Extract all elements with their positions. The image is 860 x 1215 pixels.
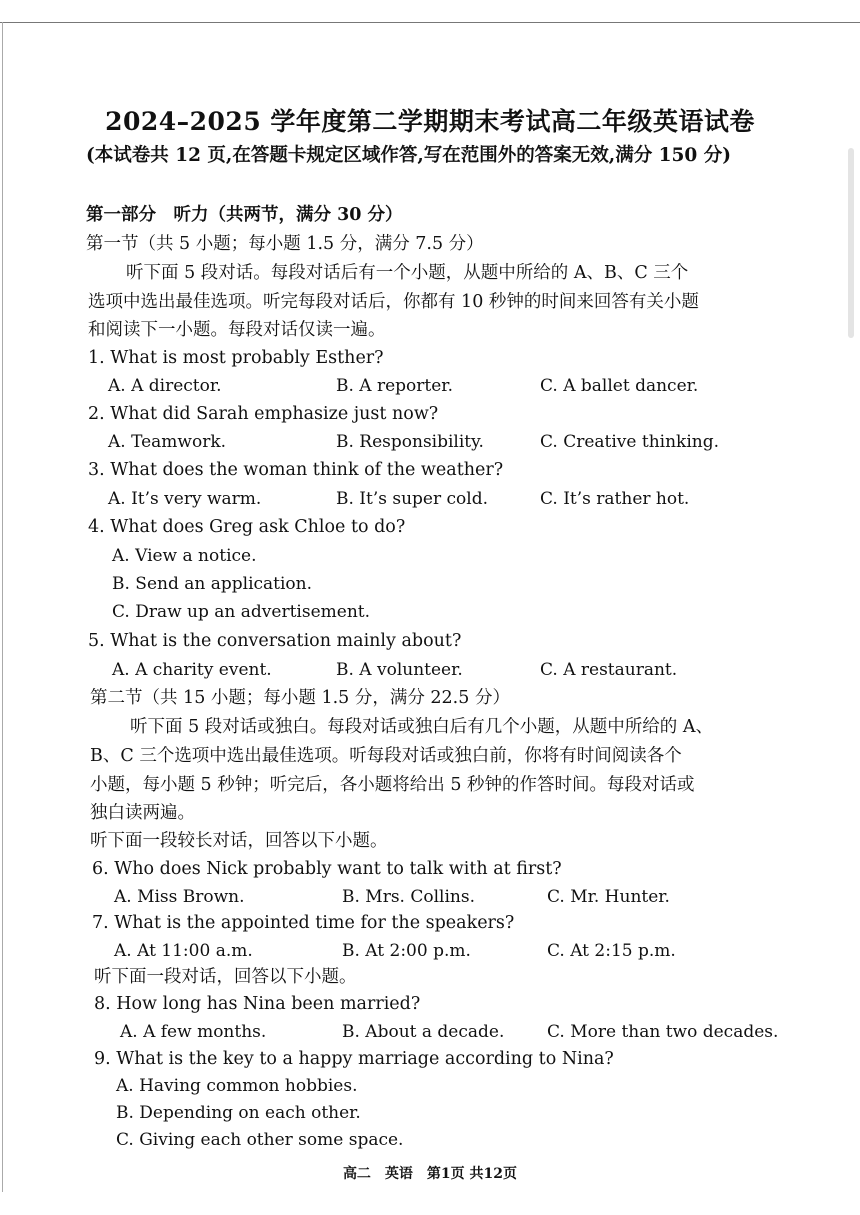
section2-heading: 第二节（共 15 小题；每小题 1.5 分，满分 22.5 分） bbox=[90, 688, 510, 708]
exam-title: 2024–2025 学年度第二学期期末考试高二年级英语试卷 bbox=[105, 107, 755, 136]
question-6: 6. Who does Nick probably want to talk with at first? bbox=[92, 859, 562, 879]
question-9-option-c: C. Giving each other some space. bbox=[116, 1130, 404, 1150]
question-9: 9. What is the key to a happy marriage according to Nina? bbox=[94, 1049, 614, 1069]
exam-subtitle: (本试卷共 12 页,在答题卡规定区域作答,写在范围外的答案无效,满分 150 分) bbox=[86, 145, 731, 166]
question-1-option-a: A. A director. bbox=[108, 376, 222, 396]
question-9-option-b: B. Depending on each other. bbox=[116, 1103, 361, 1123]
scan-shadow bbox=[848, 148, 854, 338]
question-8: 8. How long has Nina been married? bbox=[94, 994, 421, 1014]
section1-heading: 第一节（共 5 小题；每小题 1.5 分，满分 7.5 分） bbox=[86, 234, 484, 254]
section2-instruction-line: 听下面 5 段对话或独白。每段对话或独白后有几个小题，从题中所给的 A、 bbox=[130, 717, 713, 737]
question-5-option-b: B. A volunteer. bbox=[336, 660, 463, 680]
question-8-option-c: C. More than two decades. bbox=[547, 1022, 779, 1042]
question-5-option-c: C. A restaurant. bbox=[540, 660, 678, 680]
question-5-option-a: A. A charity event. bbox=[112, 660, 272, 680]
question-1-option-c: C. A ballet dancer. bbox=[540, 376, 699, 396]
section1-instruction-line: 听下面 5 段对话。每段对话后有一个小题，从题中所给的 A、B、C 三个 bbox=[126, 263, 689, 283]
part1-heading: 第一部分 听力（共两节，满分 30 分） bbox=[86, 205, 403, 225]
question-3-option-b: B. It’s super cold. bbox=[336, 489, 489, 509]
question-2: 2. What did Sarah emphasize just now? bbox=[88, 404, 439, 424]
listening-prompt: 听下面一段对话，回答以下小题。 bbox=[94, 967, 357, 987]
page-left-border bbox=[2, 22, 3, 1192]
question-1: 1. What is most probably Esther? bbox=[88, 348, 384, 368]
listening-prompt: 听下面一段较长对话，回答以下小题。 bbox=[90, 831, 388, 851]
question-3-option-a: A. It’s very warm. bbox=[108, 489, 262, 509]
question-6-option-a: A. Miss Brown. bbox=[114, 887, 245, 907]
question-2-option-c: C. Creative thinking. bbox=[540, 432, 720, 452]
question-7-option-c: C. At 2:15 p.m. bbox=[547, 941, 676, 961]
question-3: 3. What does the woman think of the weather? bbox=[88, 460, 504, 480]
section1-instruction-line: 和阅读下一小题。每段对话仅读一遍。 bbox=[88, 320, 386, 340]
section1-instruction-line: 选项中选出最佳选项。听完每段对话后，你都有 10 秒钟的时间来回答有关小题 bbox=[88, 292, 699, 312]
question-4-option-c: C. Draw up an advertisement. bbox=[112, 602, 371, 622]
section2-instruction-line: 独白读两遍。 bbox=[90, 803, 195, 823]
question-1-option-b: B. A reporter. bbox=[336, 376, 453, 396]
question-2-option-a: A. Teamwork. bbox=[108, 432, 227, 452]
section2-instruction-line: B、C 三个选项中选出最佳选项。听每段对话或独白前，你将有时间阅读各个 bbox=[90, 746, 682, 766]
question-6-option-b: B. Mrs. Collins. bbox=[342, 887, 475, 907]
page-footer: 高二 英语 第1页 共12页 bbox=[342, 1166, 518, 1182]
question-8-option-a: A. A few months. bbox=[120, 1022, 267, 1042]
question-3-option-c: C. It’s rather hot. bbox=[540, 489, 690, 509]
question-7-option-b: B. At 2:00 p.m. bbox=[342, 941, 471, 961]
question-9-option-a: A. Having common hobbies. bbox=[116, 1076, 358, 1096]
question-4-option-b: B. Send an application. bbox=[112, 574, 313, 594]
section2-instruction-line: 小题，每小题 5 秒钟；听完后，各小题将给出 5 秒钟的作答时间。每段对话或 bbox=[90, 775, 695, 795]
question-4-option-a: A. View a notice. bbox=[112, 546, 257, 566]
question-7-option-a: A. At 11:00 a.m. bbox=[114, 941, 253, 961]
question-8-option-b: B. About a decade. bbox=[342, 1022, 505, 1042]
question-2-option-b: B. Responsibility. bbox=[336, 432, 484, 452]
question-4: 4. What does Greg ask Chloe to do? bbox=[88, 517, 406, 537]
page-top-border bbox=[0, 22, 860, 23]
question-7: 7. What is the appointed time for the speakers? bbox=[92, 913, 515, 933]
question-6-option-c: C. Mr. Hunter. bbox=[547, 887, 670, 907]
question-5: 5. What is the conversation mainly about? bbox=[88, 631, 462, 651]
